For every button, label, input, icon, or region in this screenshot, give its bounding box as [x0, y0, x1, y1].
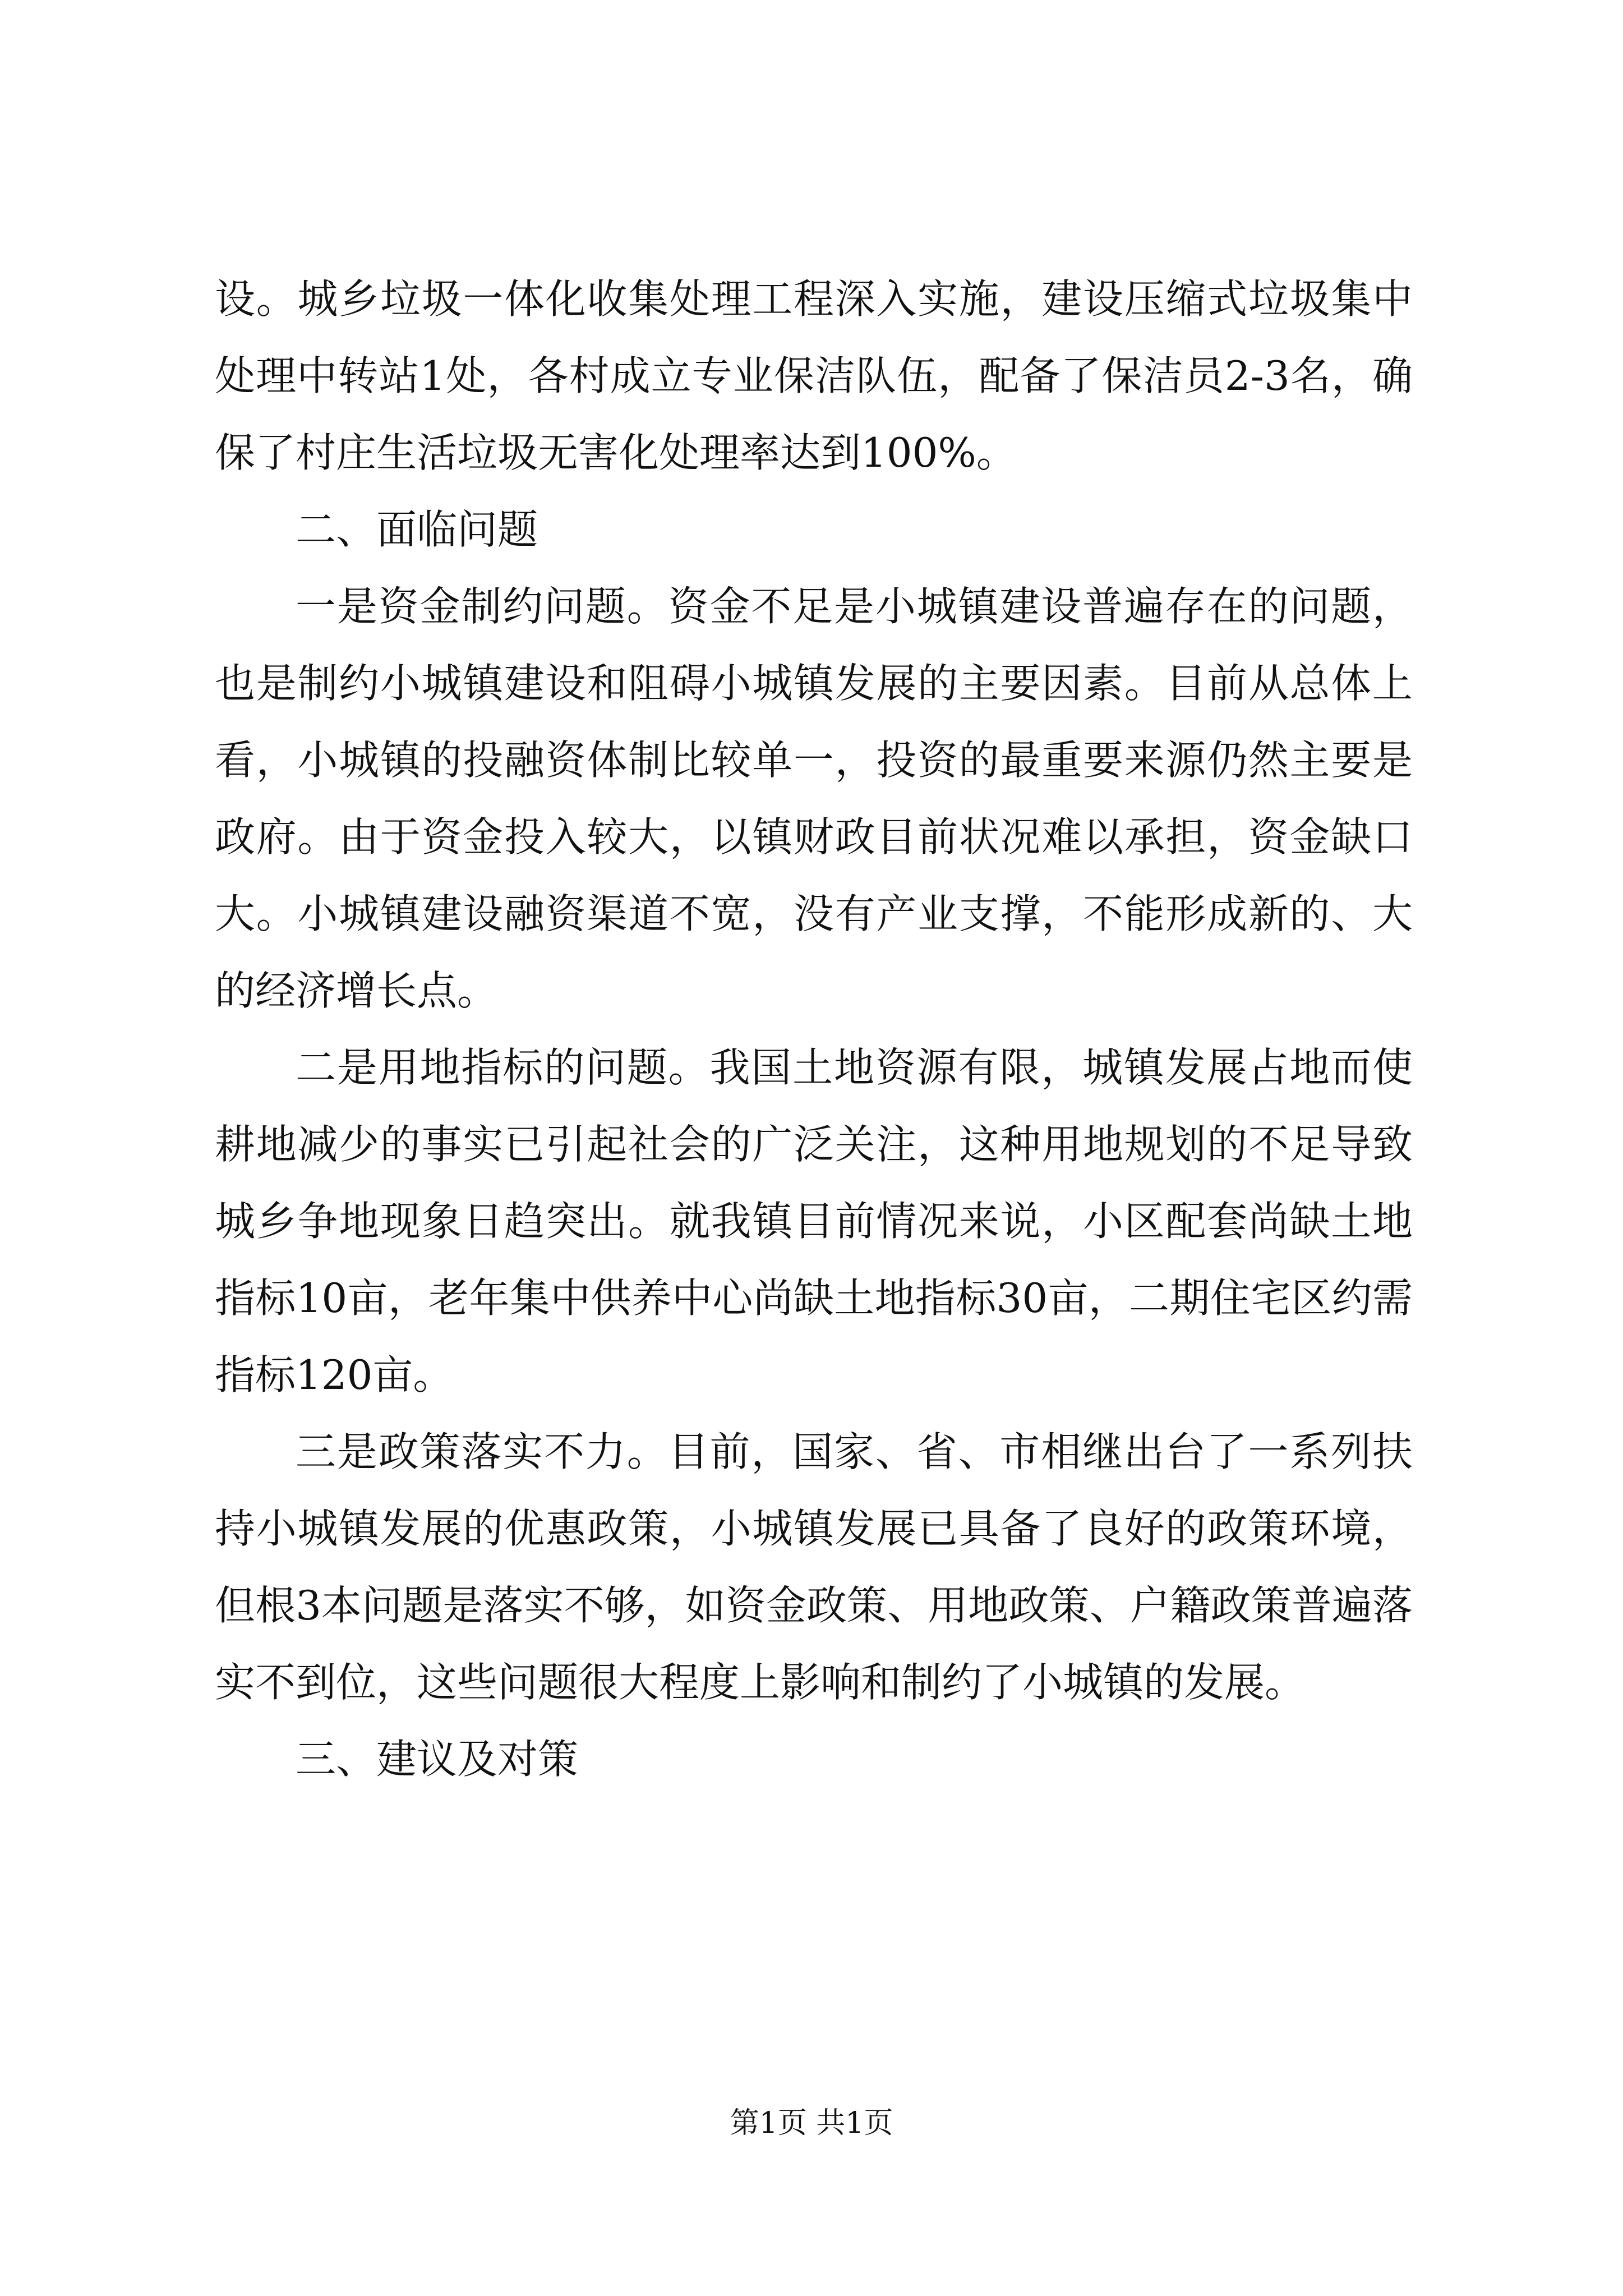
paragraph-land-use-problem: 二是用地指标的问题。我国土地资源有限，城镇发展占地而使耕地减少的事实已引起社会的广泛关注，这种用地规划的不足导致城乡争地现象日趋突出。就我镇目前情况来说，小区配套尚缺土地指标10亩，老年集中供养中心尚缺土地指标30亩，二期住宅区约需指标120亩。	[215, 1044, 1413, 1398]
section-heading-suggestions: 三、建议及对策	[296, 1736, 579, 1783]
paragraph-policy-problem: 三是政策落实不力。目前，国家、省、市相继出台了一系列扶持小城镇发展的优惠政策，小城镇发展已具备了良好的政策环境，但根3本问题是落实不够，如资金政策、用地政策、户籍政策普遍落实不到位，这些问题很大程度上影响和制约了小城镇的发展。	[215, 1428, 1413, 1706]
document-body	[215, 261, 1413, 1798]
section-heading-problems: 二、面临问题	[296, 506, 538, 553]
paragraph-continuation: 设。城乡垃圾一体化收集处理工程深入实施，建设压缩式垃圾集中处理中转站1处，各村成立专业保洁队伍，配备了保洁员2-3名，确保了村庄生活垃圾无害化处理率达到100%。	[215, 275, 1413, 476]
paragraph-funding-problem: 一是资金制约问题。资金不足是小城镇建设普遍存在的问题，也是制约小城镇建设和阻碍小城镇发展的主要因素。目前从总体上看，小城镇的投融资体制比较单一，投资的最重要来源仍然主要是政府。由于资金投入较大，以镇财政目前状况难以承担，资金缺口大。小城镇建设融资渠道不宽，没有产业支撑，不能形成新的、大的经济增长点。	[215, 583, 1413, 1014]
page-number-footer: 第1页 共1页	[730, 2106, 893, 2140]
